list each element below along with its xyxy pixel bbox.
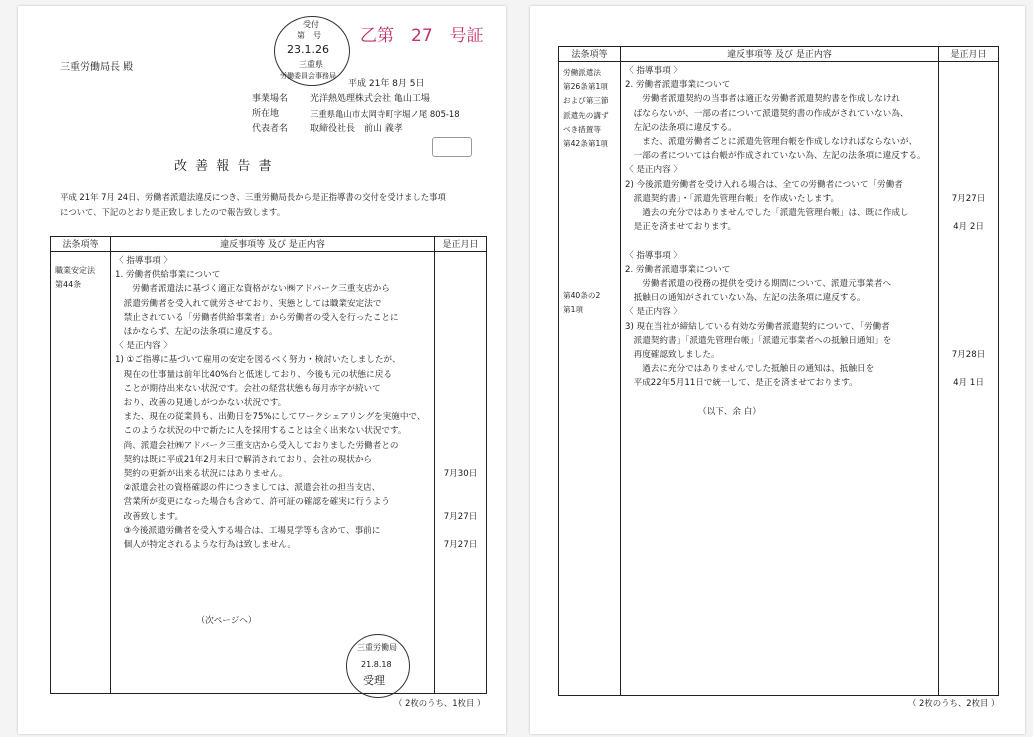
header-date: 是正月日 xyxy=(435,237,487,252)
content-line xyxy=(625,391,934,405)
content-line: 派遣契約書」「派遣先管理台帳」「派遣元事業者への抵触日通知」を xyxy=(625,335,892,346)
content-line: 派遣契約書」・「派遣先管理台帳」を作成いたします。 xyxy=(625,193,840,204)
law-line: および第三節 xyxy=(563,96,609,106)
content-line: このような状況の中で新たに人を採用することは全く出来ない状況です。 xyxy=(115,426,407,437)
content-line: 派遣労働者を受入れて就労させており、実態としては職業安定法で xyxy=(115,298,382,309)
header-content: 違反事項等 及び 是正内容 xyxy=(111,237,435,252)
receipt-stamp xyxy=(346,634,410,698)
content-line: 尚、派遣会社㈱アドバーク三重支店から受入しておりました労働者との xyxy=(115,440,399,451)
content-line: 労働者派遣法に基づく適正な資格がない㈱アドバーク三重支店から xyxy=(115,284,390,295)
content-line: ばならないが、一部の者について派遣契約書の作成がされていない為、 xyxy=(625,108,909,119)
content-line: また、派遣労働者ごとに派遣先管理台帳を作成しなければならないが、 xyxy=(625,137,918,148)
law-line: 第42条第1項 xyxy=(563,139,608,149)
stamp-date: 23.1.26 xyxy=(287,43,329,56)
correction-date: 7月30日 xyxy=(443,469,478,480)
receipt-date: 21.8.18 xyxy=(361,660,392,669)
page-number: （ 2枚のうち、2枚目 ） xyxy=(908,698,1000,708)
correction-date: 4月 1日 xyxy=(953,378,984,389)
content-line: 2) 今後派遣労働者を受け入れる場合は、全ての労働者について「労働者 xyxy=(625,179,903,190)
receipt-label: 受理 xyxy=(363,674,385,687)
stamp-top-label: 受付 xyxy=(303,20,319,29)
content-line: 平成22年5月11日で統一して、是正を済ませております。 xyxy=(625,378,858,389)
content-line: 〈 是正内容 〉 xyxy=(625,165,683,176)
report-title: 改 善 報 告 書 xyxy=(174,159,274,174)
law-line: 労働派遣法 xyxy=(563,68,601,77)
correction-date: 7月27日 xyxy=(951,193,986,204)
address-value: 三重県亀山市太岡寺町字堀ノ尾 805-18 xyxy=(310,109,460,119)
continued-note: （次ページへ） xyxy=(196,615,257,626)
content-line: 契約の更新が出来る状況にはありません。 xyxy=(115,469,288,480)
content-line: 1) ①ご指導に基づいて雇用の安定を図るべく努力・検討いたしましたが、 xyxy=(115,355,401,366)
content-line: おり、改善の見通しがつかない状況です。 xyxy=(115,398,287,409)
content-line: （以下、余 白） xyxy=(625,406,761,417)
content-line: 営業所が変更になった場合も含めて、許可証の確認を確実に行うよう xyxy=(115,497,390,508)
law-line: 派遣先の講ず xyxy=(563,110,609,120)
content-line: 〈 指導事項 〉 xyxy=(115,256,173,266)
stamp-org-1: 三重県 xyxy=(299,60,323,69)
addressee: 三重労働局長 殿 xyxy=(60,62,134,73)
content-line: 〈 指導事項 〉 xyxy=(625,250,683,261)
header-law: 法条項等 xyxy=(51,237,111,252)
report-page-1 xyxy=(18,6,506,734)
office-label: 事業場名 xyxy=(252,94,289,104)
content-line: また、現在の従業員も、出勤日を75%にしてワークシェアリングを実施中で、 xyxy=(115,412,426,423)
violation-table-continued xyxy=(558,46,999,696)
law-line: 第26条第1項 xyxy=(563,82,608,92)
content-line: 過去に充分ではありませんでした抵触日の通知は、抵触日を xyxy=(625,364,875,375)
content-line: ③今後派遣労働者を受入する場合は、工場見学等も含めて、事前に xyxy=(115,525,381,536)
content-line: 抵触日の通知がされていない為、左記の法条項に違反する。 xyxy=(625,293,866,304)
representative-value: 取締役社長 前山 義孝 xyxy=(310,124,403,134)
content-line: 禁止されている「労働者供給事業者」から労働者の受入を行ったことに xyxy=(115,312,399,323)
intro-line-1: 平成 21年 7月 24日、労働者派遣法違反につき、三重労働局長から是正指導書の交付を受けました事項 xyxy=(60,192,446,202)
content-line: ほかならず、左記の法条項に違反する。 xyxy=(115,327,278,338)
stamp-mark: 第 号 xyxy=(297,31,321,40)
content-line: 過去の充分ではありませんでした「派遣先管理台帳」は、既に作成し xyxy=(625,208,909,219)
content-line: 個人が特定されるような行為は致しません。 xyxy=(115,540,296,551)
header-content: 違反事項等 及び 是正内容 xyxy=(621,47,939,62)
report-page-2 xyxy=(530,6,1025,734)
content-line: ②派遣会社の資格確認の件につきましては、派遣会社の担当支店、 xyxy=(115,483,381,494)
report-date: 平成 21年 8月 5日 xyxy=(348,79,425,89)
content-line: 2. 労働者派遣事業について xyxy=(625,80,731,91)
correction-date: 7月27日 xyxy=(443,540,478,551)
content-line: 現在の仕事量は前年比40%台と低迷しており、今後も元の状態に戻る xyxy=(115,369,392,380)
receipt-org: 三重労働局 xyxy=(357,643,397,652)
office-value: 光洋熱処理株式会社 亀山工場 xyxy=(310,94,430,104)
content-line: 〈 是正内容 〉 xyxy=(625,307,683,318)
content-line: 改善致します。 xyxy=(115,511,184,522)
content-line: 1. 労働者供給事業について xyxy=(115,270,221,281)
content-line: 労働者派遣契約の当事者は適正な労働者派遣契約書を作成しなけれ xyxy=(625,94,901,105)
content-line xyxy=(625,234,934,248)
exhibit-number: 乙第 27 号証 xyxy=(360,26,484,46)
content-line: 再度確認致しました。 xyxy=(625,350,720,361)
content-line: 左記の法条項に違反する。 xyxy=(625,122,737,133)
law-line: 第44条 xyxy=(55,280,82,290)
content-line: 一部の者については台帳が作成されていない為、左記の法条項に違反する。 xyxy=(625,151,926,162)
content-line: 〈 是正内容 〉 xyxy=(115,341,173,352)
violation-table xyxy=(50,236,487,694)
correction-date: 7月28日 xyxy=(951,350,986,361)
content-line: 3) 現在当社が締結している有効な労働者派遣契約について、「労働者 xyxy=(625,321,890,332)
law-line: 第40条の2 xyxy=(563,291,601,300)
header-law: 法条項等 xyxy=(559,47,621,62)
page-number: （ 2枚のうち、1枚目 ） xyxy=(394,698,486,708)
address-label: 所在地 xyxy=(252,109,280,119)
content-line: 是正を済ませております。 xyxy=(625,222,737,233)
correction-date: 7月27日 xyxy=(443,511,478,522)
law-line: べき措置等 xyxy=(563,124,601,134)
content-line: 労働者派遣の役務の提供を受ける期間について、派遣元事業者へ xyxy=(625,279,892,290)
reception-stamp xyxy=(274,16,350,86)
header-date: 是正月日 xyxy=(939,47,999,62)
content-line: 契約は既に平成21年2月末日で解消されており、会社の現状から xyxy=(115,454,373,465)
seal-mark xyxy=(432,137,472,157)
stamp-org-2: 労働委員会事務局 xyxy=(280,72,336,80)
content-line: ことが期待出来ない状況です。会社の経営状態も毎月赤字が続いて xyxy=(115,383,381,394)
intro-line-2: について、下記のとおり是正致しましたので報告致します。 xyxy=(60,207,286,217)
law-line: 職業安定法 xyxy=(55,266,95,275)
representative-label: 代表者名 xyxy=(252,124,289,134)
content-line: 〈 指導事項 〉 xyxy=(625,66,683,76)
content-line: 2. 労働者派遣事業について xyxy=(625,264,731,275)
correction-date: 4月 2日 xyxy=(953,222,984,233)
law-line: 第1項 xyxy=(563,305,584,315)
